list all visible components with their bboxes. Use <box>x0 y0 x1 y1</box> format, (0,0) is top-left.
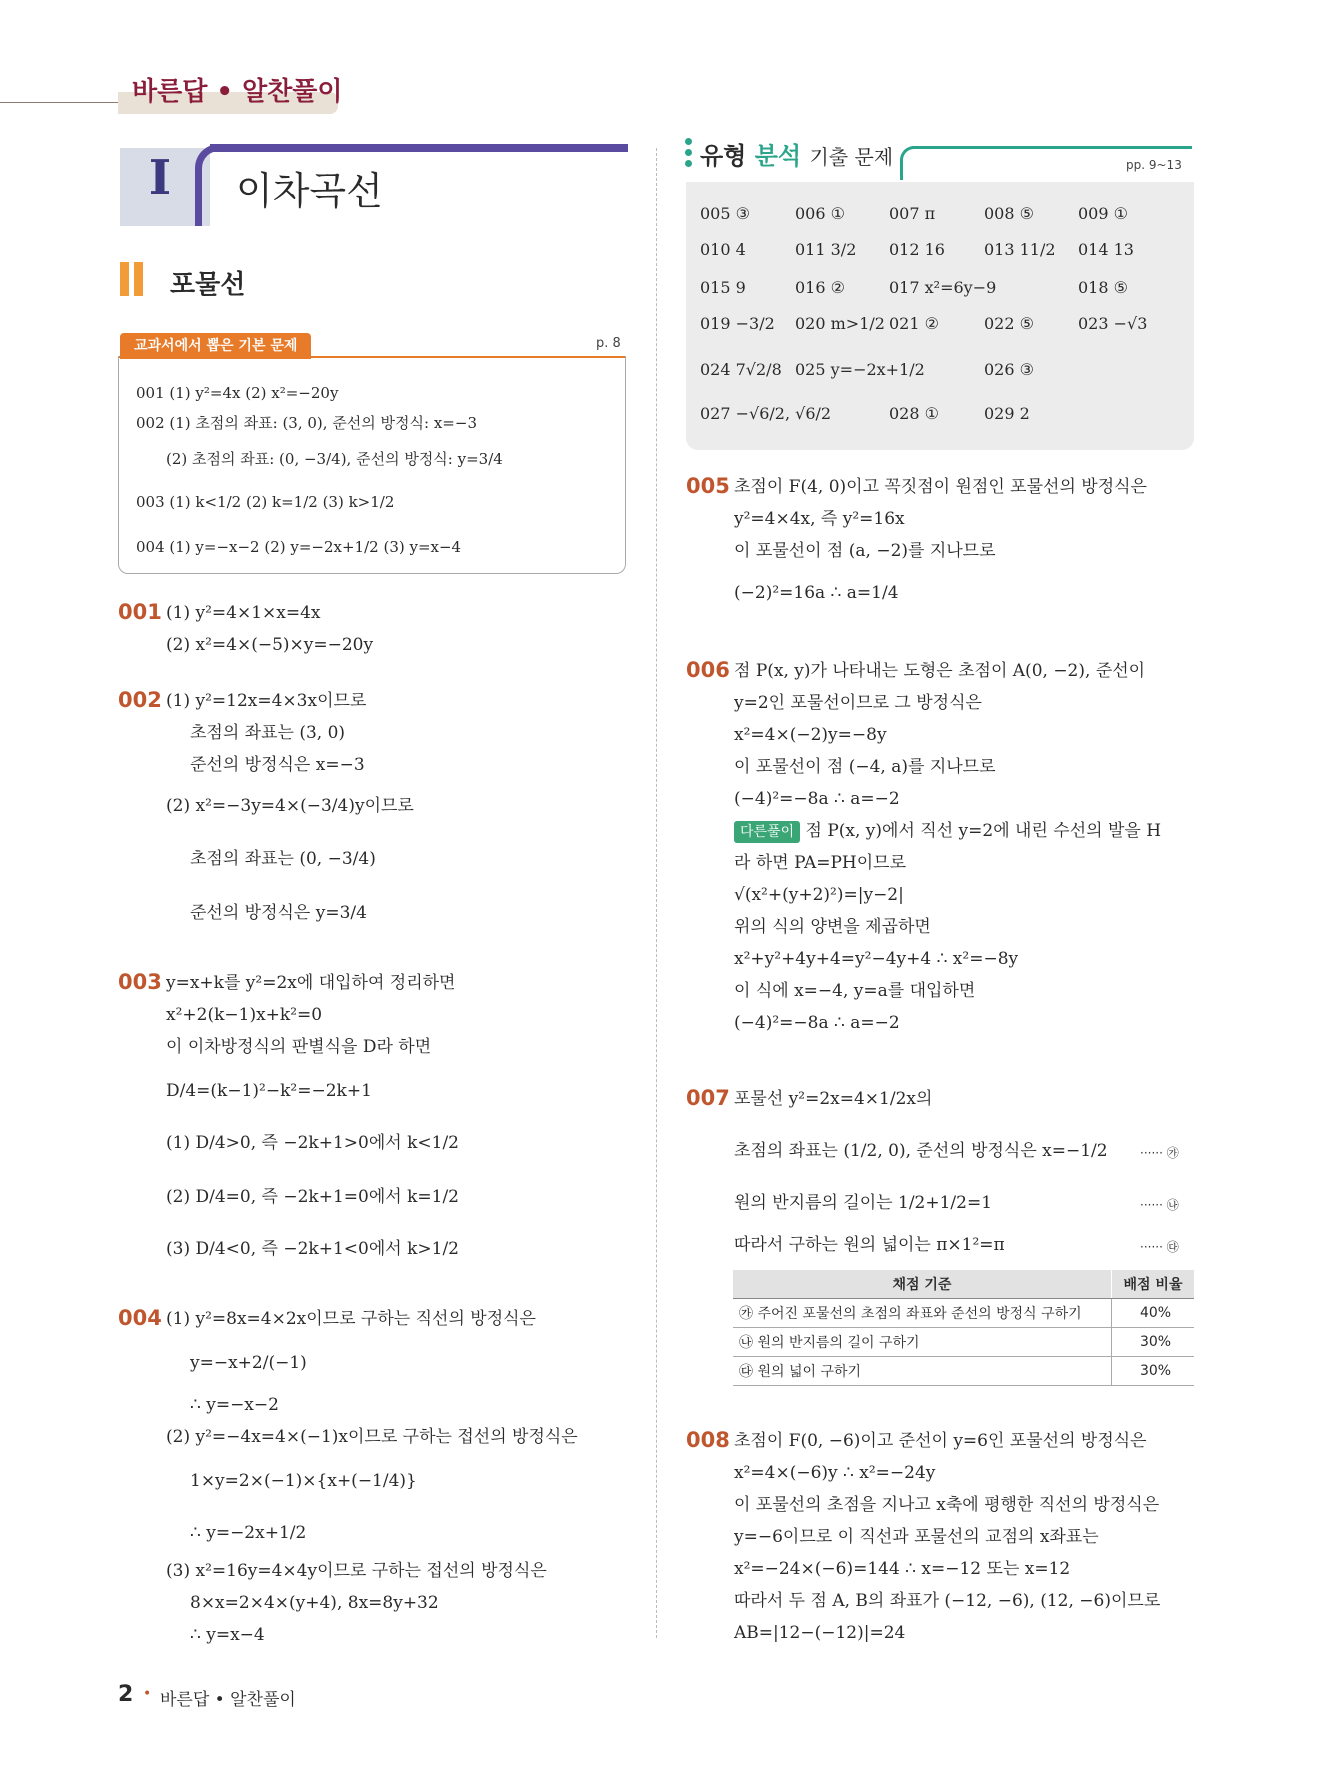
solution-line: ∴ y=−2x+1/2 <box>190 1523 307 1543</box>
solution-line: ∴ y=−x−2 <box>190 1395 279 1415</box>
type-answer: 009 ① <box>1078 204 1128 223</box>
type-answer: 010 4 <box>700 240 746 259</box>
solution-line: y=−x+2/(−1) <box>190 1353 307 1373</box>
type-answer: 015 9 <box>700 278 746 297</box>
grading-header: 배점 비율 <box>1112 1270 1195 1299</box>
solution-line: 8×x=2×4×(y+4), 8x=8y+32 <box>190 1593 439 1613</box>
solution-line: (1) y²=12x=4×3x이므로 <box>166 691 367 711</box>
solution-line: 이 이차방정식의 판별식을 D라 하면 <box>166 1037 432 1057</box>
grading-row <box>733 1328 1194 1357</box>
type-answer: 014 13 <box>1078 240 1134 259</box>
solution-line: 준선의 방정식은 x=−3 <box>190 755 365 775</box>
solution-number: 008 <box>686 1428 730 1452</box>
solution-line-text: 점 P(x, y)에서 직선 y=2에 내린 수선의 발을 H <box>805 821 1162 841</box>
type-heading-rule <box>912 146 1192 149</box>
solution-line: (3) D/4<0, 즉 −2k+1<0에서 k>1/2 <box>166 1239 459 1259</box>
type-answer: 011 3/2 <box>795 240 857 259</box>
solution-line: √(x²+(y+2)²)=|y−2| <box>734 885 904 905</box>
solution-number: 005 <box>686 474 730 498</box>
type-heading-c: 기출 문제 <box>809 145 894 169</box>
basic-page-ref: p. 8 <box>596 336 621 351</box>
solution-line: y=x+k를 y²=2x에 대입하여 정리하면 <box>166 973 456 993</box>
column-divider <box>656 148 657 1638</box>
solution-number: 004 <box>118 1306 162 1330</box>
alt-solution-badge: 다른풀이 <box>734 821 800 843</box>
solution-number: 003 <box>118 970 162 994</box>
score-mark: ······ ㉰ <box>1140 1240 1179 1254</box>
solution-line: 준선의 방정식은 y=3/4 <box>190 903 367 923</box>
solution-line: (2) x²=−3y=4×(−3/4)y이므로 <box>166 796 414 816</box>
type-answer: 026 ③ <box>984 360 1034 379</box>
type-answer: 020 m>1/2 <box>795 314 885 333</box>
solution-line: y=−6이므로 이 직선과 포물선의 교점의 x좌표는 <box>734 1527 1099 1547</box>
solution-line: x²=−24×(−6)=144 ∴ x=−12 또는 x=12 <box>734 1559 1071 1579</box>
solution-line: 초점이 F(4, 0)이고 꼭짓점이 원점인 포물선의 방정식은 <box>734 477 1147 497</box>
grading-ratio: 30% <box>1112 1357 1195 1386</box>
basic-answer-line: 004 (1) y=−x−2 (2) y=−2x+1/2 (3) y=x−4 <box>136 538 462 556</box>
solution-line: 이 식에 x=−4, y=a를 대입하면 <box>734 981 976 1001</box>
solution-line: D/4=(k−1)²−k²=−2k+1 <box>166 1081 372 1101</box>
solution-line: 초점의 좌표는 (1/2, 0), 준선의 방정식은 x=−1/2 <box>734 1141 1108 1161</box>
type-heading-dots <box>685 138 693 171</box>
solution-number: 006 <box>686 658 730 682</box>
solution-line: 초점의 좌표는 (3, 0) <box>190 723 346 743</box>
type-heading <box>700 136 893 171</box>
basic-answer-line: 003 (1) k<1/2 (2) k=1/2 (3) k>1/2 <box>136 493 395 511</box>
type-answer: 016 ② <box>795 278 845 297</box>
type-answer: 017 x²=6y−9 <box>889 278 997 297</box>
score-mark: ······ ㉯ <box>1140 1198 1179 1212</box>
type-answer: 025 y=−2x+1/2 <box>795 360 925 379</box>
section-title: 포물선 <box>170 270 246 300</box>
solution-line: (−4)²=−8a ∴ a=−2 <box>734 1013 900 1033</box>
solution-number: 002 <box>118 688 162 712</box>
type-answer: 005 ③ <box>700 204 750 223</box>
grading-header: 채점 기준 <box>733 1270 1112 1299</box>
solution-line: 이 포물선이 점 (a, −2)를 지나므로 <box>734 541 996 561</box>
basic-answer-line: 002 (1) 초점의 좌표: (3, 0), 준선의 방정식: x=−3 <box>136 414 477 432</box>
type-answer: 019 −3/2 <box>700 314 775 333</box>
solution-line: 원의 반지름의 길이는 1/2+1/2=1 <box>734 1193 993 1213</box>
solution-line: y²=4×4x, 즉 y²=16x <box>734 509 905 529</box>
type-answer: 022 ⑤ <box>984 314 1034 333</box>
chapter-bar <box>210 144 628 152</box>
solution-number: 001 <box>118 600 162 624</box>
chapter-curve <box>195 144 221 226</box>
solution-number: 007 <box>686 1086 730 1110</box>
solution-line: 따라서 두 점 A, B의 좌표가 (−12, −6), (12, −6)이므로 <box>734 1591 1161 1611</box>
grading-criterion: ㉯ 원의 반지름의 길이 구하기 <box>733 1328 1112 1357</box>
type-answer: 023 −√3 <box>1078 314 1148 333</box>
solution-line: (2) D/4=0, 즉 −2k+1=0에서 k=1/2 <box>166 1187 459 1207</box>
footer-dot: • <box>143 1686 152 1702</box>
header-tag: 바른답 • 알찬풀이 <box>132 77 343 107</box>
solution-line: 초점이 F(0, −6)이고 준선이 y=6인 포물선의 방정식은 <box>734 1431 1147 1451</box>
type-answer: 027 −√6/2, √6/2 <box>700 404 832 423</box>
solution-line: (2) y²=−4x=4×(−1)x이므로 구하는 접선의 방정식은 <box>166 1427 578 1447</box>
solution-line: 포물선 y²=2x=4×1/2x의 <box>734 1089 933 1109</box>
solution-line: x²=4×(−6)y ∴ x²=−24y <box>734 1463 936 1483</box>
grading-ratio: 30% <box>1112 1328 1195 1357</box>
type-answer: 018 ⑤ <box>1078 278 1128 297</box>
solution-line: (1) y²=8x=4×2x이므로 구하는 직선의 방정식은 <box>166 1309 536 1329</box>
grading-table <box>733 1270 1194 1386</box>
type-answer: 007 π <box>889 204 936 223</box>
solution-line: x²+2(k−1)x+k²=0 <box>166 1005 323 1025</box>
page-number: 2 <box>118 1682 134 1707</box>
type-answer: 021 ② <box>889 314 939 333</box>
solution-line: (−2)²=16a ∴ a=1/4 <box>734 583 899 603</box>
solution-line: 이 포물선이 점 (−4, a)를 지나므로 <box>734 757 996 777</box>
basic-answer-line: (2) 초점의 좌표: (0, −3/4), 준선의 방정식: y=3/4 <box>166 450 503 468</box>
basic-problems-tab: 교과서에서 뽑은 기본 문제 <box>120 333 311 359</box>
basic-answer-line: 001 (1) y²=4x (2) x²=−20y <box>136 384 339 402</box>
solution-line: AB=|12−(−12)|=24 <box>734 1623 906 1643</box>
section-icon <box>120 262 129 296</box>
grading-criterion: ㉮ 주어진 포물선의 초점의 좌표와 준선의 방정식 구하기 <box>733 1299 1112 1328</box>
alt-solution-line <box>734 820 1161 843</box>
solution-line: y=2인 포물선이므로 그 방정식은 <box>734 693 982 713</box>
solution-line: 위의 식의 양변을 제곱하면 <box>734 917 931 937</box>
type-heading-curve <box>900 146 916 180</box>
solution-line: (3) x²=16y=4×4y이므로 구하는 접선의 방정식은 <box>166 1561 547 1581</box>
solution-line: 초점의 좌표는 (0, −3/4) <box>190 849 376 869</box>
chapter-number: I <box>148 150 172 206</box>
solution-line: x²=4×(−2)y=−8y <box>734 725 887 745</box>
chapter-title: 이차곡선 <box>236 169 383 213</box>
solution-line: (1) D/4>0, 즉 −2k+1>0에서 k<1/2 <box>166 1133 459 1153</box>
grading-criterion: ㉰ 원의 넓이 구하기 <box>733 1357 1112 1386</box>
type-heading-b: 분석 <box>754 142 802 170</box>
solution-line: 따라서 구하는 원의 넓이는 π×1²=π <box>734 1235 1005 1255</box>
header-rule <box>0 102 120 103</box>
section-icon <box>134 262 143 296</box>
solution-line: 이 포물선의 초점을 지나고 x축에 평행한 직선의 방정식은 <box>734 1495 1160 1515</box>
solution-line: 라 하면 PA=PH이므로 <box>734 853 907 873</box>
type-answer: 029 2 <box>984 404 1030 423</box>
solution-line: 점 P(x, y)가 나타내는 도형은 초점이 A(0, −2), 준선이 <box>734 661 1146 681</box>
grading-row <box>733 1299 1194 1328</box>
grading-header-row <box>733 1270 1194 1299</box>
footer-label: 바른답 • 알찬풀이 <box>160 1690 296 1710</box>
grading-row <box>733 1357 1194 1386</box>
solution-line: ∴ y=x−4 <box>190 1625 265 1645</box>
grading-ratio: 40% <box>1112 1299 1195 1328</box>
solution-line: (2) x²=4×(−5)×y=−20y <box>166 635 374 655</box>
solution-line: (1) y²=4×1×x=4x <box>166 603 321 623</box>
solution-line: 1×y=2×(−1)×{x+(−1/4)} <box>190 1471 417 1491</box>
type-answer: 012 16 <box>889 240 945 259</box>
solution-line: (−4)²=−8a ∴ a=−2 <box>734 789 900 809</box>
type-answer: 008 ⑤ <box>984 204 1034 223</box>
solution-line: x²+y²+4y+4=y²−4y+4 ∴ x²=−8y <box>734 949 1019 969</box>
type-page-ref: pp. 9~13 <box>1126 158 1182 172</box>
type-answer: 013 11/2 <box>984 240 1056 259</box>
type-answer: 006 ① <box>795 204 845 223</box>
type-answer: 024 7√2/8 <box>700 360 782 379</box>
score-mark: ······ ㉮ <box>1140 1146 1179 1160</box>
type-heading-a: 유형 <box>700 142 747 170</box>
type-answer: 028 ① <box>889 404 939 423</box>
